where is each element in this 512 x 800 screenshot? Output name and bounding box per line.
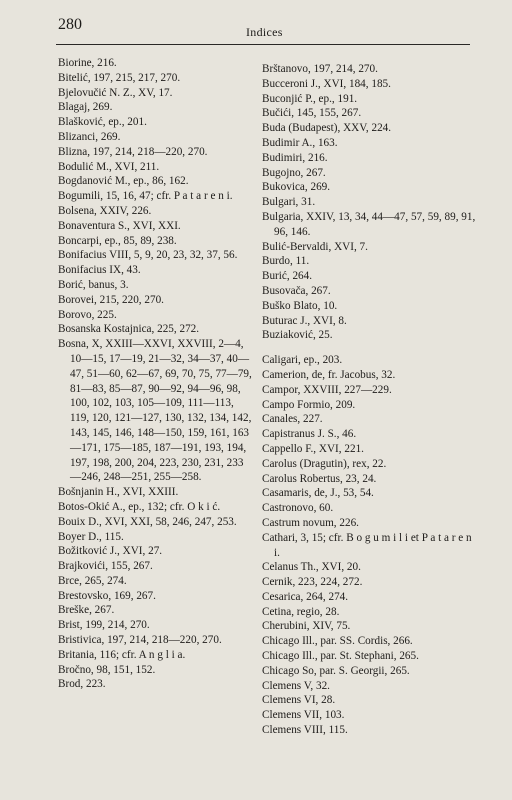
index-entry: Camerion, de, fr. Jacobus, 32. — [262, 368, 396, 381]
index-entry: Borovo, 225. — [58, 308, 117, 321]
index-entry: Buda (Budapest), XXV, 224. — [262, 122, 392, 135]
index-entry: Brštanovo, 197, 214, 270. — [262, 63, 378, 75]
index-entry: Bročno, 98, 151, 152. — [58, 663, 156, 676]
index-entry: Blašković, ep., 201. — [58, 116, 147, 129]
index-entry: Cathari, 3, 15; cfr. B o g u m i l i et P a t a r e n i. — [262, 531, 472, 559]
page-header — [0, 0, 512, 50]
index-entry: Casamaris, de, J., 53, 54. — [262, 487, 374, 500]
index-entry: Brestovsko, 169, 267. — [58, 589, 156, 602]
index-entry: Brist, 199, 214, 270. — [58, 619, 150, 632]
index-entry: Castronovo, 60. — [262, 502, 334, 515]
index-entry: Chicago So, par. S. Georgii, 265. — [262, 664, 410, 677]
running-title: Indices — [246, 25, 283, 39]
index-entry: Bonifacius VIII, 5, 9, 20, 23, 32, 37, 56. — [58, 249, 238, 262]
index-entry: Bulgari, 31. — [262, 196, 316, 209]
index-entry: Bjelovučić N. Z., XV, 17. — [58, 86, 173, 99]
index-entry: Chicago Ill., par. SS. Cordis, 266. — [262, 635, 413, 648]
header-rule — [56, 44, 470, 45]
index-entry: Borić, banus, 3. — [58, 278, 129, 291]
index-entry: Brce, 265, 274. — [58, 574, 127, 587]
index-entry: Bucceroni J., XVI, 184, 185. — [262, 77, 391, 90]
index-entry: Bugojno, 267. — [262, 166, 326, 179]
index-entry: Borovei, 215, 220, 270. — [58, 293, 164, 306]
index-entry: Buško Blato, 10. — [262, 299, 338, 312]
index-entry: Blizna, 197, 214, 218—220, 270. — [58, 145, 208, 158]
index-entry: Capistranus J. S., 46. — [262, 428, 357, 441]
index-entry: Carolus (Dragutin), rex, 22. — [262, 457, 387, 470]
index-entry: Breške, 267. — [58, 604, 115, 617]
index-entry: Cesarica, 264, 274. — [262, 590, 349, 603]
index-column-right — [262, 62, 480, 738]
index-entry: Bolsena, XXIV, 226. — [58, 204, 152, 217]
index-entry: Cherubini, XIV, 75. — [262, 620, 351, 633]
index-entry: Budimiri, 216. — [262, 151, 328, 164]
index-entry: Bulgaria, XXIV, 13, 34, 44—47, 57, 59, 89, 91, 96, 146. — [262, 210, 476, 238]
index-entry: Celanus Th., XVI, 20. — [262, 561, 361, 574]
index-entry: Botos-Okić A., ep., 132; cfr. O k i ć. — [58, 500, 221, 513]
index-entry: Clemens VIII, 115. — [262, 724, 348, 737]
index-entry: Castrum novum, 226. — [262, 516, 359, 529]
index-entry: Budimir A., 163. — [262, 136, 338, 149]
index-entry: Buturac J., XVI, 8. — [262, 314, 347, 327]
index-entry: Bukovica, 269. — [262, 181, 331, 194]
index-entry: Bogumili, 15, 16, 47; cfr. P a t a r e n i. — [58, 190, 233, 203]
index-entry: Bošnjanin H., XVI, XXIII. — [58, 486, 179, 499]
index-entry: Burić, 264. — [262, 270, 313, 283]
index-entry: Brod, 223. — [58, 678, 106, 691]
index-entry: Bučići, 145, 155, 267. — [262, 107, 362, 120]
page-number: 280 — [58, 16, 82, 33]
index-entry: Busovača, 267. — [262, 284, 331, 297]
index-entry: Bogdanović M., ep., 86, 162. — [58, 175, 189, 188]
index-entry: Carolus Robertus, 23, 24. — [262, 472, 377, 485]
index-entry: Bonifacius IX, 43. — [58, 264, 141, 277]
index-entry: Bonaventura S., XVI, XXI. — [58, 219, 181, 232]
index-entry: Brajkovići, 155, 267. — [58, 560, 153, 573]
index-entry: Blagaj, 269. — [58, 101, 113, 114]
index-entry: Bulić-Bervaldi, XVI, 7. — [262, 240, 368, 253]
index-entry: Britania, 116; cfr. A n g l i a. — [58, 648, 186, 661]
index-entry: Canales, 227. — [262, 413, 323, 426]
index-entry: Buconjić P., ep., 191. — [262, 92, 358, 105]
index-entry: Bouix D., XVI, XXI, 58, 246, 247, 253. — [58, 515, 237, 528]
index-entry: Burdo, 11. — [262, 255, 310, 268]
index-column-left — [58, 56, 254, 692]
index-entry: Clemens V, 32. — [262, 679, 330, 692]
index-entry: Cernik, 223, 224, 272. — [262, 576, 363, 589]
index-entry: Bosna, X, XXIII—XXVI, XXVIII, 2—4, 10—15, 17—19, 21—32, 34—37, 40—47, 51—60, 62—67, 69, 70, 75, 77—79, 81—83, 85—87, 90—92, 94—96, 98, 100, 102, 103, 105—109, 111—113, 119, 120, 121—127, 130, 132, 134, 142, 143, 145, 146, 148—150, 159, 161, 163—171, 175—185, 187—191, 193, 194, 197, 198, 200, 204, 223, 230, 231, 233—246, 248—251, 255—258. — [58, 338, 252, 484]
index-entry: Biorine, 216. — [58, 57, 117, 69]
index-entry: Boyer D., 115. — [58, 530, 124, 543]
index-entry: Clemens VI, 28. — [262, 694, 336, 707]
index-entry: Cetina, regio, 28. — [262, 605, 340, 618]
index-entry: Bristivica, 197, 214, 218—220, 270. — [58, 634, 222, 647]
index-entry: Chicago Ill., par. St. Stephani, 265. — [262, 650, 419, 663]
index-entry: Bosanska Kostajnica, 225, 272. — [58, 323, 200, 336]
index-entry: Clemens VII, 103. — [262, 709, 345, 722]
index-entry: Campo Formio, 209. — [262, 398, 356, 411]
index-entry: Caligari, ep., 203. — [262, 354, 343, 367]
index-entry: Campor, XXVIII, 227—229. — [262, 383, 392, 396]
index-entry: Bodulić M., XVI, 211. — [58, 160, 160, 173]
index-entry: Boncarpi, ep., 85, 89, 238. — [58, 234, 177, 247]
index-entry: Buziaković, 25. — [262, 329, 333, 342]
index-entry: Bitelić, 197, 215, 217, 270. — [58, 71, 181, 84]
index-entry: Božitković J., XVI, 27. — [58, 545, 163, 558]
index-entry: Blizanci, 269. — [58, 130, 121, 143]
index-entry: Cappello F., XVI, 221. — [262, 442, 364, 455]
